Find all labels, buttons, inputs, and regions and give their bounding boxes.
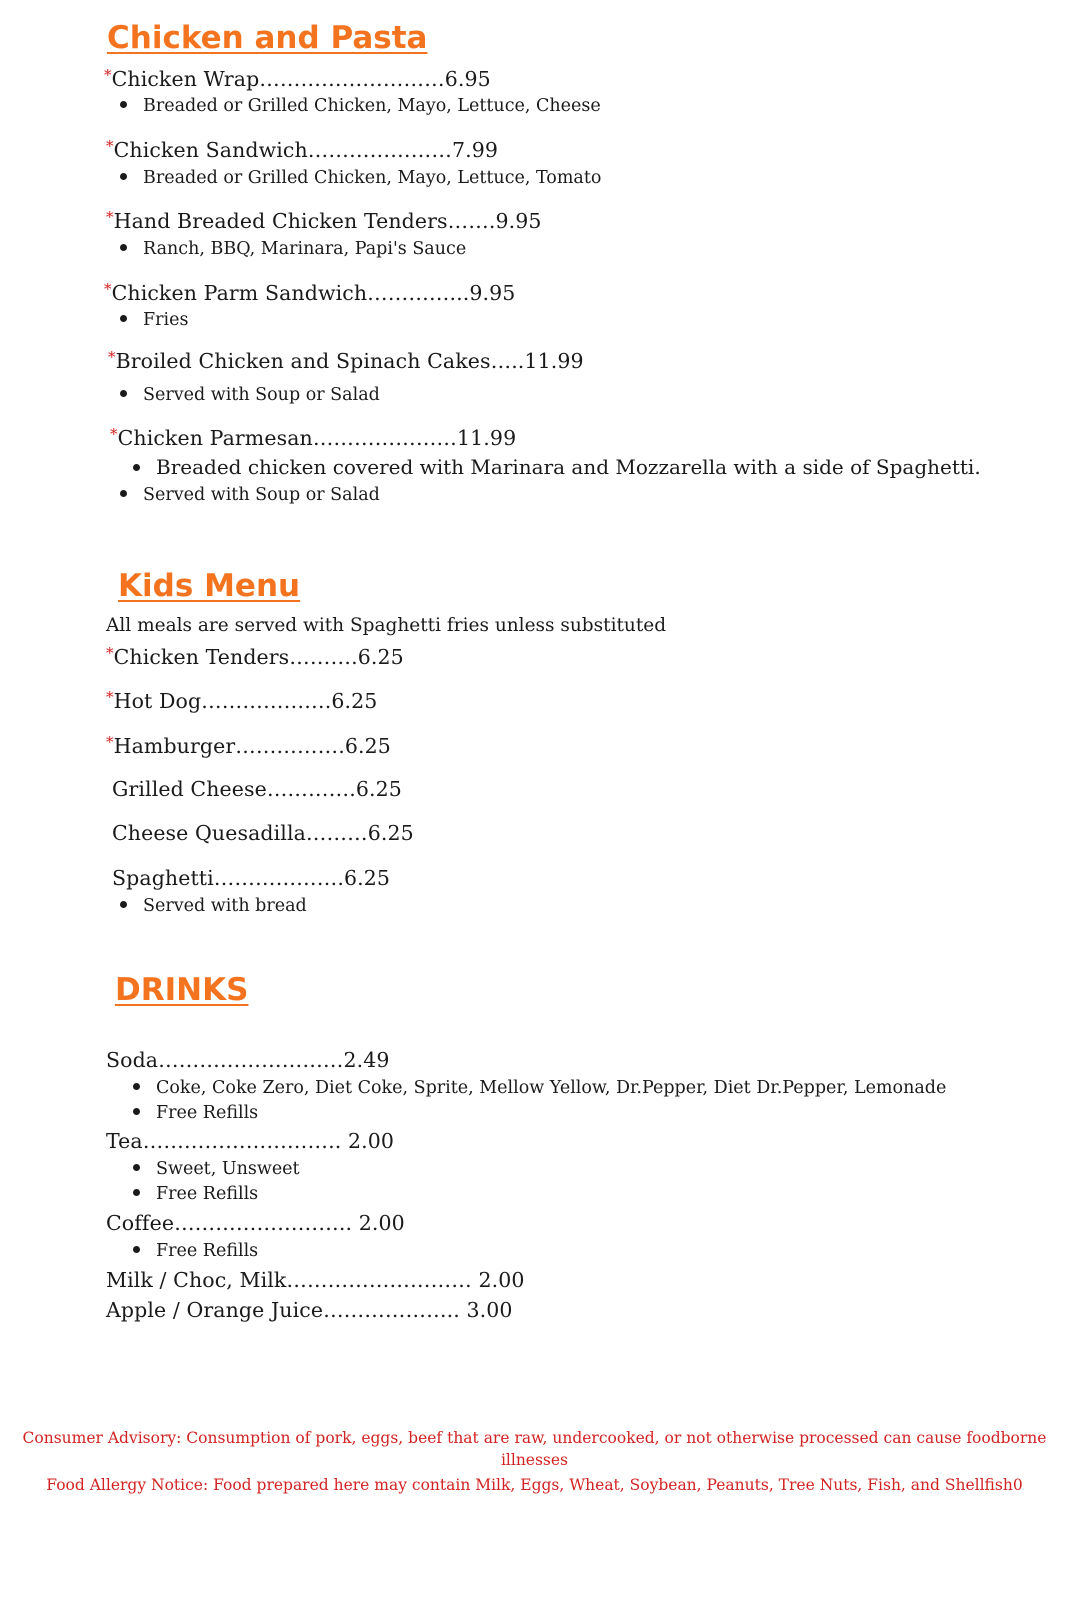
item-label: Broiled Chicken and Spinach Cakes…..11.99 [115,349,584,373]
kids-item-chicken-tenders [106,644,404,669]
item-label: Apple / Orange Juice……………….. 3.00 [106,1298,513,1322]
star-mark: * [104,280,112,298]
bullet-icon [133,1189,140,1196]
item-note [120,96,601,116]
star-mark: * [106,137,114,155]
menu-item-chicken-parm-sandwich [104,280,515,305]
item-label: Cheese Quesadilla………6.25 [112,821,414,845]
drink-item-tea [106,1129,394,1153]
item-note [120,310,188,330]
item-note-text: Fries [143,310,189,330]
item-label: Hot Dog……………….6.25 [113,689,378,713]
kids-item-grilled-cheese [112,777,402,801]
consumer-advisory-line: Consumer Advisory: Consumption of pork, eggs, beef that are raw, undercooked, or not otherwise processed can cause foodborne [22,1429,1047,1447]
star-mark: * [106,208,114,226]
item-label: Hand Breaded Chicken Tenders…….9.95 [113,209,542,233]
item-note [120,896,307,916]
item-note [133,1078,946,1098]
drink-item-juice [106,1298,513,1322]
star-mark: * [106,733,114,751]
bullet-icon [120,244,127,251]
food-allergy-notice: Food Allergy Notice: Food prepared here may contain Milk, Eggs, Wheat, Soybean, Peanuts, Tree Nuts, Fish, and Shellfish0 [46,1476,1023,1494]
menu-item-chicken-tenders [106,208,542,233]
item-note-text: Served with bread [143,896,307,916]
section-title-kids-menu: Kids Menu [118,568,301,604]
item-label: Hamburger…………….6.25 [113,734,391,758]
item-label: Chicken Sandwich…………………7.99 [113,138,499,162]
bullet-icon [133,1083,140,1090]
item-note-text: Breaded or Grilled Chicken, Mayo, Lettuce, Cheese [143,96,601,116]
section-title-chicken-pasta: Chicken and Pasta [107,20,428,56]
item-label: Coffee…………………….. 2.00 [106,1211,405,1235]
consumer-advisory-line: illnesses [500,1451,569,1469]
star-mark: * [106,644,114,662]
bullet-icon [133,1246,140,1253]
item-note-text: Served with Soup or Salad [143,485,380,505]
bullet-icon [120,315,127,322]
item-label: Grilled Cheese………….6.25 [112,777,402,801]
item-note-text: Breaded chicken covered with Marinara and Mozzarella with a side of Spaghetti. [156,455,981,479]
menu-item-chicken-parmesan [110,425,516,450]
item-note-text: Coke, Coke Zero, Diet Coke, Sprite, Mellow Yellow, Dr.Pepper, Diet Dr.Pepper, Lemonade [156,1078,947,1098]
item-label: Chicken Parmesan…………………11.99 [117,426,517,450]
menu-item-chicken-sandwich [106,137,498,162]
bullet-icon [133,464,140,471]
item-label: Tea……………………….. 2.00 [106,1129,395,1153]
item-note-text: Served with Soup or Salad [143,385,380,405]
kids-menu-subtitle: All meals are served with Spaghetti fries unless substituted [106,615,667,636]
bullet-icon [133,1108,140,1115]
item-note [133,1159,300,1179]
section-title-drinks: DRINKS [115,972,249,1008]
kids-item-hot-dog [106,688,377,713]
item-label: Chicken Wrap………………………6.95 [111,67,491,91]
bullet-icon [120,101,127,108]
item-label: Chicken Tenders……….6.25 [113,645,404,669]
item-note [133,455,981,479]
item-note [120,239,466,259]
bullet-icon [120,490,127,497]
item-label: Spaghetti……………….6.25 [112,866,391,890]
drink-item-milk [106,1268,525,1292]
item-note-text: Free Refills [156,1184,259,1204]
item-note [133,1241,258,1261]
item-label: Milk / Choc, Milk……………………… 2.00 [106,1268,525,1292]
star-mark: * [110,425,118,443]
item-note [133,1184,258,1204]
kids-item-cheese-quesadilla [112,821,414,845]
item-label: Chicken Parm Sandwich…………...9.95 [111,281,516,305]
item-note-text: Ranch, BBQ, Marinara, Papi's Sauce [143,239,467,259]
kids-item-spaghetti [112,866,390,890]
item-note-text: Breaded or Grilled Chicken, Mayo, Lettuce, Tomato [143,168,602,188]
item-note-text: Sweet, Unsweet [156,1159,300,1179]
kids-item-hamburger [106,733,391,758]
bullet-icon [120,390,127,397]
menu-item-chicken-wrap [104,66,491,91]
bullet-icon [120,901,127,908]
drink-item-soda [106,1048,390,1072]
item-label: Soda………………………2.49 [106,1048,390,1072]
consumer-advisory [0,1427,1069,1471]
bullet-icon [133,1164,140,1171]
item-note-text: Free Refills [156,1103,259,1123]
item-note [120,485,380,505]
item-note [120,168,601,188]
menu-item-spinach-cakes [108,348,584,373]
item-note [133,1103,258,1123]
star-mark: * [108,348,116,366]
bullet-icon [120,173,127,180]
star-mark: * [104,66,112,84]
drink-item-coffee [106,1211,405,1235]
item-note [120,385,380,405]
star-mark: * [106,688,114,706]
item-note-text: Free Refills [156,1241,259,1261]
